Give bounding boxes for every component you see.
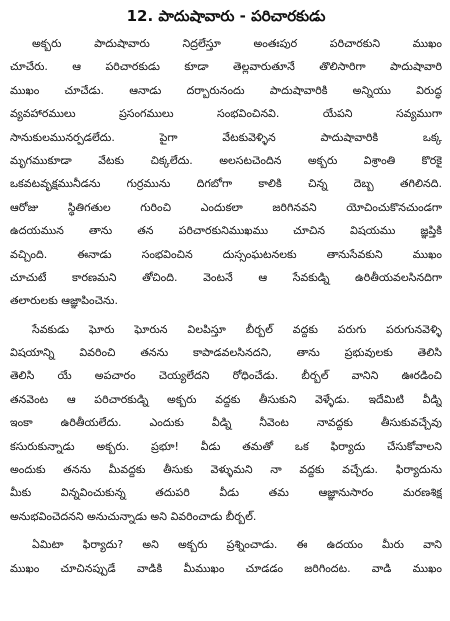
text-line: కసురుకున్నాడు అక్బరు. ప్రభూ! వీడు తమతో ఒక ఫిర్యాదు చేసుకోవాలని: [10, 439, 442, 453]
text-line: ఏమిటా ఫిర్యాదు? అని అక్బరు ప్రశ్నించాడు. ఈ ఉదయం మీరు వాని: [32, 538, 442, 552]
text-line: వ్యవహారములు ప్రసంగములు సంభవించినవి. యేపని సవ్యముగా: [10, 107, 442, 121]
text-line: విషయాన్ని వివరించి తనను కాపాడవలసినదని, తాను ప్రభువులకు తెలిసి: [10, 346, 442, 360]
text-line: ఇంకా ఉరితీయలేదు. ఎందుకు వీడ్ని నీవెంట నావద్దకు తీసుకువచ్చేవు: [10, 416, 442, 430]
text-line: సేవకుడు ఘోరు ఘోరున విలపిస్తూ బీర్బల్ వద్దకు పరుగు పరుగునవెళ్ళి: [32, 322, 442, 336]
text-line: అనుభవించెదనని అనుచున్నాడు అని వివరించాడు బీర్బల్.: [10, 509, 257, 523]
text-line: ఉదయమున తాను తన పరిచారకునిముఖము చూచిన విషయము జ్ఞప్తికి: [10, 224, 442, 238]
text-line: తలారులకు ఆజ్ఞాపించెను.: [10, 294, 118, 308]
text-line: ఒకవటవృక్షమునీడను గుర్రమును దిగబోగా కాలికి చిన్న దెబ్బ తగిలినది.: [10, 177, 442, 191]
text-line: తెలిసి యే అపచారం చెయ్యలేదని రోధించేడు. బీర్బల్ వానిని ఊరడించి: [10, 369, 442, 383]
text-line: తనవెంట ఆ పరిచారకుడ్ని అక్బరు వద్దకు తీసుకుని వెళ్ళేడు. ఇదేమిటి వీడ్ని: [10, 392, 442, 406]
text-line: సానుకులమునర్పడలేదు. పైగా వేటకువెళ్ళిన పాదుషావారికి ఒక్క: [10, 130, 442, 144]
paragraph-2: [10, 318, 442, 529]
text-line: ముఖం చూచినప్పుడే వాడికి మీముఖం చూడడం జరిగిందట. వాడి ముఖం: [10, 561, 442, 575]
page-title: 12. పాదుషావారు - పరిచారకుడు: [126, 7, 326, 25]
text-line: అక్బరు పాదుషావారు నిద్రలేస్తూ అంతఃపుర పరిచారకుని ముఖం: [32, 37, 442, 50]
text-line: చూచుటే కారణమని తోచింది. వెంటనే ఆ సేవకుడ్ని ఉరితీయవలసినదిగా: [10, 270, 442, 284]
text-line: మీకు విన్నవించుకున్న తదుపరి వీడు తమ ఆజ్ఞానుసారం మరణశిక్ష: [10, 486, 442, 500]
paragraph-3: [10, 533, 442, 580]
text-line: చూచేరు. ఆ పరిచారకుడు కూడా తెల్లవారుతూనే తొలిసారిగా పాదుషావారి: [10, 60, 442, 74]
text-line: ముఖం చూచేడు. ఆనాడు దర్బారునందు పాదుషావారికి అన్నియు విరుద్ధ: [10, 83, 442, 97]
paragraph-1: [10, 32, 442, 313]
text-line: అందుకు తనను మీవద్దకు తీసుకు వెళ్ళుమని నా వద్దకు వచ్చేడు. ఫిర్యాదును: [10, 463, 442, 477]
text-line: వచ్చింది. ఈనాడు సంభవించిన దుస్సంఘటనలకు తానుసేవకుని ముఖం: [10, 247, 442, 261]
text-line: ఆరోజు స్థితిగతుల గురించి ఎందుకలా జరిగినవని యోచించుకొనచుండగా: [10, 200, 442, 214]
text-line: మృగముకూడా వేటకు చిక్కలేదు. అలసటచెందిన అక్బరు విశ్రాంతి కొరకై: [10, 153, 442, 167]
